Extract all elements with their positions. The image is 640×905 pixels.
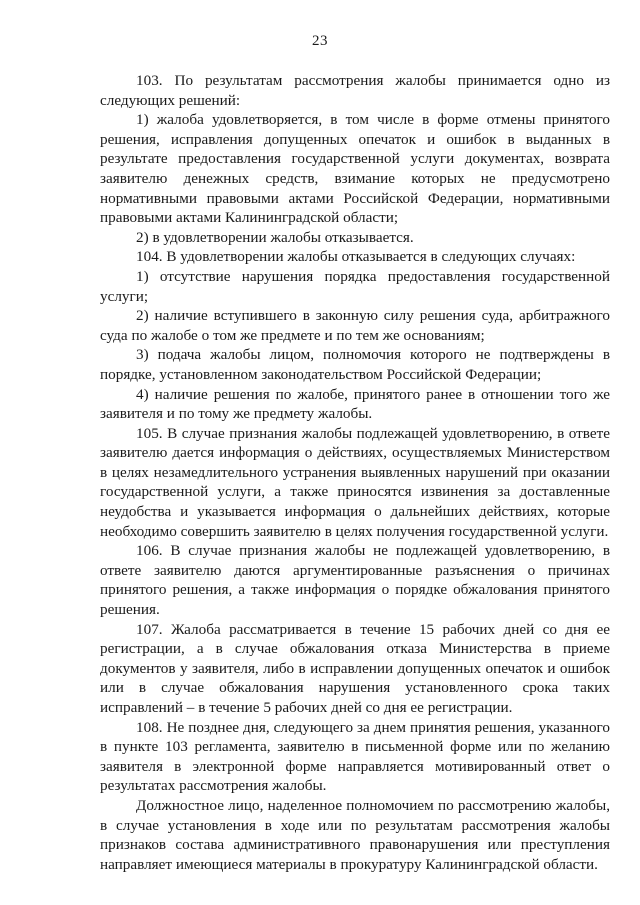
paragraph-105: 105. В случае признания жалобы подлежащей удовлетворению, в ответе заявителю дается информация о действиях, осуществляемых Министерством в целях незамедлительного устранения выявленных нарушений при оказании государственной услуги, а также приносятся извинения за доставленные неудобства и указывается информация о дальнейших действиях, которые необходимо совершить заявителю в целях получения государственной услуги. <box>100 424 610 540</box>
paragraph-104-item-2: 2) наличие вступившего в законную силу решения суда, арбитражного суда по жалобе о том же предмете и по тем же основаниям; <box>100 307 610 344</box>
paragraph-104-item-4: 4) наличие решения по жалобе, принятого ранее в отношении того же заявителя и по тому же предмету жалобы. <box>100 385 610 423</box>
paragraph-106: 106. В случае признания жалобы не подлежащей удовлетворению, в ответе заявителю даются аргументированные разъяснения о причинах принятого решения, а также информация о порядке обжалования принятого решения. <box>100 542 610 619</box>
paragraph-official: Должностное лицо, наделенное полномочием по рассмотрению жалобы, в случае установления в ходе или по результатам рассмотрения жалобы признаков состава административного правонарушения или преступления направляет имеющиеся материалы в прокуратуру Калининградской области. <box>100 796 610 873</box>
paragraph-104: 104. В удовлетворении жалобы отказывается в следующих случаях: <box>136 248 576 266</box>
paragraph-103: 103. По результатам рассмотрения жалобы принимается одно из следующих решений: <box>100 72 610 109</box>
paragraph-104-item-3: 3) подача жалобы лицом, полномочия которого не подтверждены в порядке, установленном законодательством Российской Федерации; <box>100 346 610 383</box>
paragraph-108: 108. Не позднее дня, следующего за днем принятия решения, указанного в пункте 103 регламента, заявителю в письменной форме или по желанию заявителя в электронной форме направляется мотивированный ответ о результатах рассмотрения жалобы. <box>100 718 610 795</box>
paragraph-107: 107. Жалоба рассматривается в течение 15 рабочих дней со дня ее регистрации, а в случае обжалования отказа Министерства в приеме документов у заявителя, либо в исправлении допущенных опечаток и ошибок или в случае обжалования нарушения установленного срока таких исправлений – в течение 5 рабочих дней со дня ее регистрации. <box>100 620 610 716</box>
document-body <box>100 71 610 874</box>
paragraph-103-item-1: 1) жалоба удовлетворяется, в том числе в форме отмены принятого решения, исправления допущенных опечаток и ошибок в выданных в результате предоставления государственной услуги документах, возврата заявителю денежных средств, взимание которых не предусмотрено нормативными правовыми актами Российской Федерации, нормативными правовыми актами Калининградской области; <box>100 111 610 227</box>
paragraph-103-item-2: 2) в удовлетворении жалобы отказывается. <box>136 228 414 246</box>
page-number: 23 <box>312 33 328 49</box>
paragraph-104-item-1: 1) отсутствие нарушения порядка предоставления государственной услуги; <box>100 267 610 305</box>
